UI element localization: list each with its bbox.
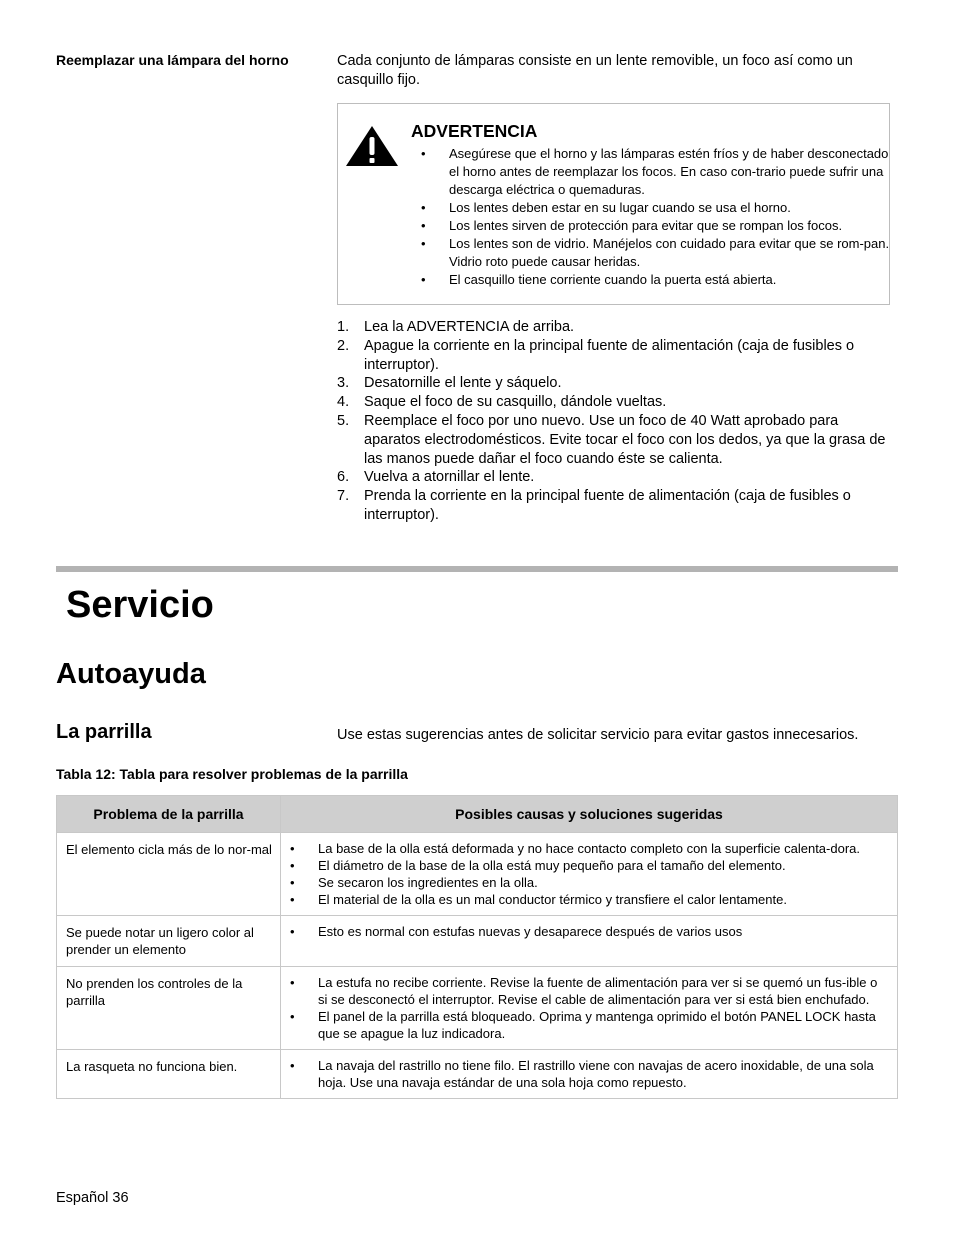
cause-item: • La base de la olla está deformada y no hace contacto completo con la superficie calenta-dora. xyxy=(290,841,861,856)
troubleshooting-table xyxy=(56,795,898,1099)
step-item: 3. Desatornille el lente y sáquelo. xyxy=(337,375,562,392)
cause-item: • El panel de la parrilla está bloqueado. Oprima y mantenga oprimido el botón PANEL LOCK hasta que se apague la luz indicadora. xyxy=(290,1009,876,1041)
cause-item: • Se secaron los ingredientes en la olla. xyxy=(290,875,538,890)
section-divider xyxy=(56,566,898,572)
subsection-title: La parrilla xyxy=(56,721,152,743)
step-item: 6. Vuelva a atornillar el lente. xyxy=(337,469,535,486)
problem-cell: La rasqueta no funciona bien. xyxy=(57,1050,281,1099)
step-item: 7. Prenda la corriente en la principal fuente de alimentación (caja de fusibles o interruptor). xyxy=(337,488,851,523)
cause-item: • El diámetro de la base de la olla está muy pequeño para el tamaño del elemento. xyxy=(290,858,786,873)
lamp-replacement-steps xyxy=(337,318,897,525)
causes-cell xyxy=(281,1050,898,1099)
warning-item: • Los lentes deben estar en su lugar cuando se usa el horno. xyxy=(421,200,791,215)
warning-box xyxy=(337,103,918,305)
table-row xyxy=(57,916,898,967)
table-header-problem: Problema de la parrilla xyxy=(57,796,281,833)
page-number: Español 36 xyxy=(56,1190,129,1206)
table-row xyxy=(57,1050,898,1099)
table-row xyxy=(57,833,898,916)
cause-item: • El material de la olla es un mal conductor térmico y transfiere el calor lentamente. xyxy=(290,892,787,907)
problem-cell: Se puede notar un ligero color al prender un elemento xyxy=(57,916,281,967)
causes-cell xyxy=(281,916,898,967)
cause-item: • Esto es normal con estufas nuevas y desaparece después de varios usos xyxy=(290,924,743,939)
step-item: 4. Saque el foco de su casquillo, dándole vueltas. xyxy=(337,394,667,411)
table-header-row xyxy=(57,796,898,833)
cause-item: • La navaja del rastrillo no tiene filo. El rastrillo viene con navajas de acero inoxidable, de una sola hoja. Use una navaja estándar de una sola hoja como repuesto. xyxy=(290,1058,874,1090)
chapter-title: Servicio xyxy=(66,584,214,626)
step-item: 5. Reemplace el foco por uno nuevo. Use un foco de 40 Watt aprobado para aparatos electrodomésticos. Evite tocar el foco con los dedos, ya que la grasa de las manos puede dañar el foco cuando éste se calienta. xyxy=(337,412,886,467)
table-caption: Tabla 12: Tabla para resolver problemas de la parrilla xyxy=(56,766,408,782)
problem-cell: No prenden los controles de la parrilla xyxy=(57,967,281,1050)
warning-list xyxy=(411,145,918,289)
warning-item: • Asegúrese que el horno y las lámparas estén fríos y de haber desconectado el horno antes de reemplazar los focos. En caso con-trario puede sufrir una descarga eléctrica o quemaduras. xyxy=(421,146,889,197)
step-item: 1. Lea la ADVERTENCIA de arriba. xyxy=(337,319,575,335)
table-header-causes: Posibles causas y soluciones sugeridas xyxy=(281,796,898,833)
cause-item: • La estufa no recibe corriente. Revise la fuente de alimentación para ver si se quemó un fus-ible o si se desconectó el interruptor. Revise el cable de alimentación para ver si está bien enchufado. xyxy=(290,975,878,1007)
lamp-section-intro: Cada conjunto de lámparas consiste en un lente removible, un foco así como un casquillo fijo. xyxy=(337,53,853,88)
causes-cell xyxy=(281,833,898,916)
causes-cell xyxy=(281,967,898,1050)
warning-title: ADVERTENCIA xyxy=(411,121,538,141)
warning-item: • El casquillo tiene corriente cuando la puerta está abierta. xyxy=(421,272,777,287)
warning-triangle-icon xyxy=(344,124,400,168)
problem-cell: El elemento cicla más de lo nor-mal xyxy=(57,833,281,916)
warning-item: • Los lentes sirven de protección para evitar que se rompan los focos. xyxy=(421,218,843,233)
warning-item: • Los lentes son de vidrio. Manéjelos con cuidado para evitar que se rom-pan. Vidrio roto puede causar heridas. xyxy=(421,236,918,269)
lamp-section-heading: Reemplazar una lámpara del horno xyxy=(56,52,289,68)
table-row xyxy=(57,967,898,1050)
section-title: Autoayuda xyxy=(56,658,206,690)
subsection-intro: Use estas sugerencias antes de solicitar servicio para evitar gastos innecesarios. xyxy=(337,727,859,743)
step-item: 2. Apague la corriente en la principal fuente de alimentación (caja de fusibles o interruptor). xyxy=(337,337,855,373)
